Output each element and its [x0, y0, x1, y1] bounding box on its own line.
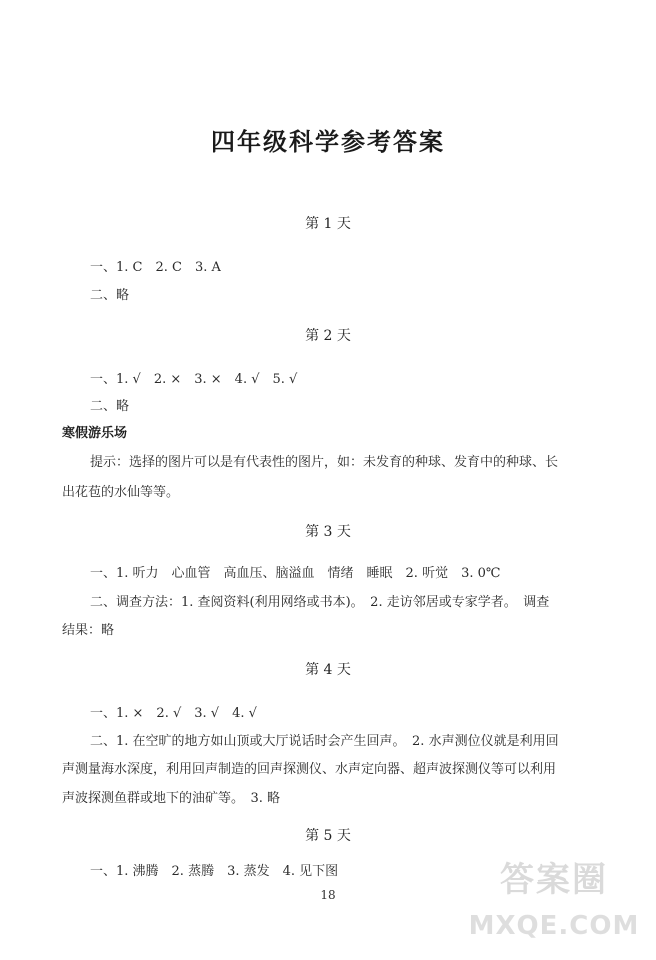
- day-heading: 第 3 天: [305, 524, 351, 540]
- day-heading: 第 1 天: [305, 216, 351, 232]
- day-heading: 第 4 天: [305, 662, 351, 678]
- page-title: 四年级科学参考答案: [211, 127, 445, 156]
- paragraph-line: 出花苞的水仙等等。: [62, 485, 180, 500]
- answer-line: 二、1. 在空旷的地方如山顶或大厅说话时会产生回声。 2. 水声测位仪就是利用回: [90, 734, 559, 749]
- answer-line: 二、略: [90, 288, 130, 303]
- watermark-url-text: MXQE.COM: [468, 911, 640, 941]
- answer-line: 一、1. 听力 心血管 高血压、脑溢血 情绪 睡眠 2. 听觉 3. 0℃: [90, 566, 501, 581]
- answer-line: 一、1. × 2. √ 3. √ 4. √: [90, 706, 257, 721]
- paragraph-line: 提示：选择的图片可以是有代表性的图片，如：未发育的种球、发育中的种球、长: [90, 455, 559, 470]
- answer-line: 二、调查方法：1. 查阅资料(利用网络或书本)。 2. 走访邻居或专家学者。 调查: [90, 595, 550, 610]
- answer-line: 一、1. 沸腾 2. 蒸腾 3. 蒸发 4. 见下图: [90, 864, 339, 879]
- answer-line: 声测量海水深度，利用回声制造的回声探测仪、水声定向器、超声波探测仪等可以利用: [62, 762, 557, 777]
- answer-line: 一、1. √ 2. × 3. × 4. √ 5. √: [90, 372, 298, 387]
- answer-line: 二、略: [90, 399, 130, 414]
- section-heading: 寒假游乐场: [62, 426, 128, 441]
- page-number: 18: [320, 888, 336, 902]
- answer-line: 声波探测鱼群或地下的油矿等。 3. 略: [62, 791, 281, 806]
- answer-line: 一、1. C 2. C 3. A: [90, 260, 221, 275]
- answer-line: 结果：略: [62, 623, 115, 638]
- watermark-logo-text: 答案圈: [500, 860, 608, 900]
- day-heading: 第 5 天: [305, 828, 351, 844]
- day-heading: 第 2 天: [305, 328, 351, 344]
- watermark: [464, 858, 644, 954]
